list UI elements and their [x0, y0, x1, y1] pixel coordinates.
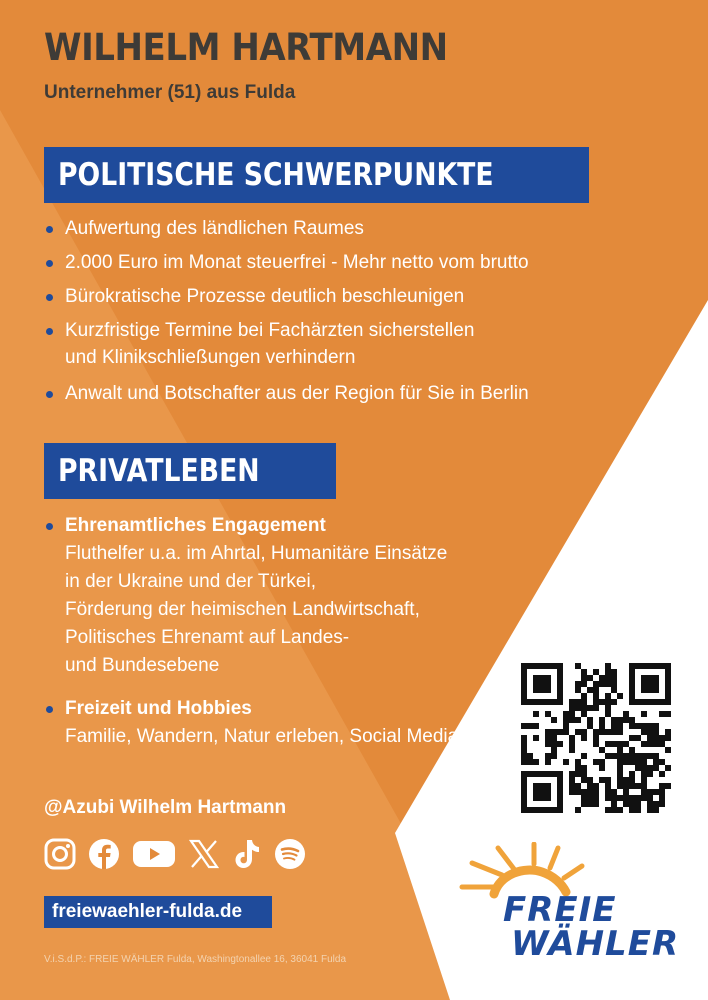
spotify-icon[interactable]: [274, 838, 306, 870]
priorities-list: [44, 215, 604, 414]
social-handle: @Azubi Wilhelm Hartmann: [44, 797, 287, 818]
private-life-list: [44, 512, 604, 751]
list-item: 2.000 Euro im Monat steuerfrei - Mehr netto vom brutto: [44, 249, 604, 276]
section-heading-priorities: [44, 147, 589, 203]
section-heading-private-life-text: PRIVATLEBEN: [58, 453, 260, 489]
bullet-icon: [46, 328, 53, 335]
bullet-icon: [46, 226, 53, 233]
qr-code[interactable]: [521, 663, 671, 813]
section-heading-private-life: [44, 443, 336, 499]
logo-line-1: FREIE: [503, 890, 617, 930]
list-item: Aufwertung des ländlichen Raumes: [44, 215, 604, 242]
candidate-name: WILHELM HARTMANN: [44, 26, 448, 69]
bullet-icon: [46, 391, 53, 398]
logo-line-2: WÄHLER: [511, 924, 680, 964]
social-icons: [44, 838, 306, 870]
list-item: Ehrenamtliches Engagement Fluthelfer u.a. im Ahrtal, Humanitäre Einsätze in der Ukraine und der Türkei, Förderung der heimischen Landwirtschaft, Politisches Ehrenamt auf Landes- und Bundesebene: [44, 512, 604, 680]
x-icon[interactable]: [188, 838, 220, 870]
tiktok-icon[interactable]: [232, 838, 262, 870]
website-link[interactable]: freiewaehler-fulda.de: [44, 896, 272, 928]
section-heading-priorities-text: POLITISCHE SCHWERPUNKTE: [58, 157, 494, 193]
bullet-icon: [46, 294, 53, 301]
bullet-icon: [46, 706, 53, 713]
list-item: Kurzfristige Termine bei Fachärzten sicherstellen und Klinikschließungen verhindern: [44, 317, 604, 371]
instagram-icon[interactable]: [44, 838, 76, 870]
imprint-text: V.i.S.d.P.: FREIE WÄHLER Fulda, Washingtonallee 16, 36041 Fulda: [44, 954, 347, 965]
youtube-icon[interactable]: [132, 838, 176, 870]
facebook-icon[interactable]: [88, 838, 120, 870]
bullet-icon: [46, 260, 53, 267]
freie-waehler-logo: [503, 890, 680, 964]
list-item: Anwalt und Botschafter aus der Region für Sie in Berlin: [44, 380, 604, 407]
candidate-subtitle: Unternehmer (51) aus Fulda: [44, 82, 296, 103]
list-item: Freizeit und Hobbies Familie, Wandern, Natur erleben, Social Media: [44, 695, 604, 751]
list-item: Bürokratische Prozesse deutlich beschleunigen: [44, 283, 604, 310]
bullet-icon: [46, 523, 53, 530]
